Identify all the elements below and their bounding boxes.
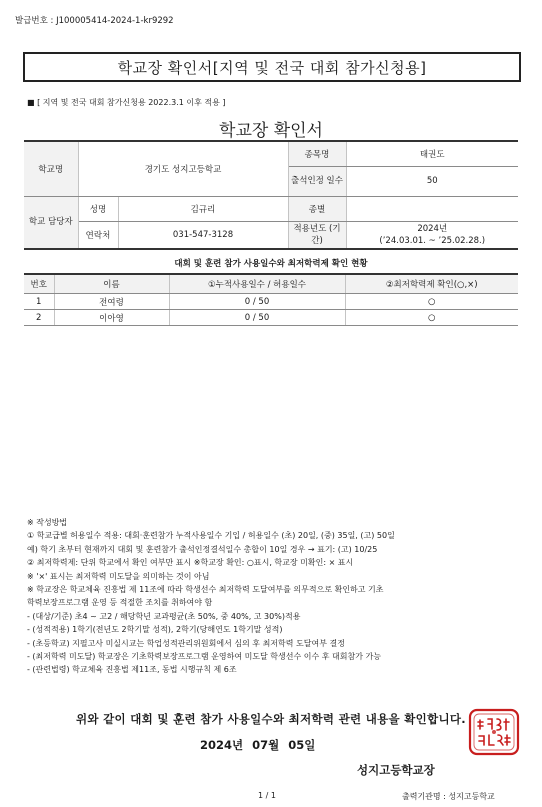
name-value: 김규리: [118, 196, 288, 221]
confirmation-statement: 위와 같이 대회 및 훈련 참가 사용일수와 최저학력 관련 내용을 확인합니다.: [76, 712, 466, 726]
note-line: ① 학교급별 허용일수 적용: 대회·훈련참가 누적사용일수 기입 / 허용일수 (초) 20일, (중) 35일, (고) 50일: [27, 531, 395, 541]
row-days: 0 / 50: [169, 310, 345, 326]
note-line: - (대상/기준) 초4 ~ 고2 / 해당학년 교과평균(초 50%, 중 40%, 고 30%)적용: [27, 611, 301, 621]
note-line: ※ '×' 표시는 최저학력 미도달을 의미하는 것이 아님: [27, 571, 210, 581]
page-number: 1 / 1: [258, 791, 276, 800]
phone-label: 연락처: [78, 221, 118, 249]
row-number: 2: [24, 310, 54, 326]
year-value: [346, 221, 518, 249]
school-seal-stamp: [467, 707, 521, 757]
section-heading: 대회 및 훈련 참가 사용일수와 최저학력제 확인 현황: [174, 259, 368, 269]
row-days: 0 / 50: [169, 294, 345, 310]
period-text: (’24.03.01. ~ ’25.02.28.): [379, 235, 486, 246]
row-check: ○: [345, 310, 518, 326]
writing-instructions: [27, 516, 527, 677]
row-name: 전여령: [54, 294, 169, 310]
note-line: - (관련법령) 학교체육 진흥법 제11조, 동법 시행규칙 제 6조: [27, 665, 237, 675]
sport-value: 태권도: [346, 141, 518, 166]
table-row: [24, 294, 518, 310]
col-header-check: ②최저학력제 확인(○,×): [345, 274, 518, 294]
contact-label: 학교 담당자: [24, 196, 78, 249]
output-organization: 출력기관명 : 성지고등학교: [402, 792, 495, 801]
principal-signature: 성지고등학교장: [357, 763, 435, 777]
attendance-label: 출석인정 일수: [288, 166, 346, 196]
event-value: [346, 196, 518, 221]
col-header-name: 이름: [54, 274, 169, 294]
applies-note: ■ [ 지역 및 전국 대회 참가신청용 2022.3.1 이후 적용 ]: [27, 98, 226, 107]
participation-status-table: [24, 273, 518, 326]
col-header-number: 번호: [24, 274, 54, 294]
attendance-value: 50: [346, 166, 518, 196]
school-name-value: 경기도 성지고등학교: [78, 141, 288, 196]
notes-heading: ※ 작성방법: [27, 518, 68, 527]
school-info-table: [24, 140, 518, 250]
note-line: - (성적적용) 1학기(전년도 2학기말 성적), 2학기(당해연도 1학기말 성적): [27, 625, 283, 635]
note-line: - (초등학교) 지필고사 미실시교는 학업성적관리위원회에서 심의 후 최저학력 도달여부 결정: [27, 638, 345, 648]
issue-date: 2024년 07월 05일: [200, 738, 316, 752]
year-text: 2024년: [417, 223, 448, 234]
year-label: 적용년도 (기간): [288, 221, 346, 249]
row-name: 이아영: [54, 310, 169, 326]
note-line: 예) 학기 초부터 현재까지 대회 및 훈련참가 출석인정결석일수 총합이 10일 경우 → 표기: (고) 10/25: [27, 544, 378, 554]
name-label: 성명: [78, 196, 118, 221]
note-line: 학력보장프로그램 운영 등 적절한 조치를 취하여야 함: [27, 598, 213, 608]
issue-number: 발급번호 : J100005414-2024-1-kr9292: [15, 16, 174, 26]
row-check: ○: [345, 294, 518, 310]
confirmation-title: 학교장 확인서: [219, 121, 323, 141]
note-line: ② 최저학력제: 단위 학교에서 확인 여부만 표시 ※학교장 확인: ○표시, 학교장 미확인: × 표시: [27, 558, 354, 568]
note-line: ※ 학교장은 학교체육 진흥법 제 11조에 따라 학생선수 최저학력 도달여부를 의무적으로 확인하고 기초: [27, 585, 384, 595]
event-label: 종별: [288, 196, 346, 221]
note-line: - (최저학력 미도달) 학교장은 기초학력보장프로그램 운영하여 미도달 학생선수 이수 후 대회참가 가능: [27, 652, 381, 662]
phone-value: 031-547-3128: [118, 221, 288, 249]
table-row: [24, 310, 518, 326]
col-header-days: ①누적사용일수 / 허용일수: [169, 274, 345, 294]
row-number: 1: [24, 294, 54, 310]
document-title: 학교장 확인서[지역 및 전국 대회 참가신청용]: [23, 52, 521, 82]
sport-label: 종목명: [288, 141, 346, 166]
school-name-label: 학교명: [24, 141, 78, 196]
